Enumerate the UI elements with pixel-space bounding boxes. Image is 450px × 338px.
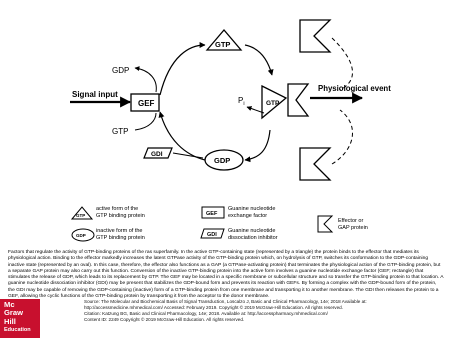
gdp-top-label: GDP bbox=[112, 66, 130, 75]
legend-gef-text: GEF bbox=[206, 211, 218, 217]
legend-gtp-desc2: GTP binding protein bbox=[96, 213, 145, 219]
gtp-cycle-label: GTP bbox=[266, 100, 280, 107]
effector-symbol-cycle bbox=[288, 84, 308, 116]
legend-gdi-desc2: dissociation inhibitor bbox=[228, 235, 278, 241]
effector-dashed-link-bottom bbox=[332, 110, 352, 164]
effector-dashed-link-top bbox=[332, 38, 352, 90]
legend-gtp-desc1: active form of the bbox=[96, 206, 139, 212]
legend-gdp-text: GDP bbox=[76, 233, 86, 238]
gtp-top-label: GTP bbox=[215, 40, 231, 49]
mcgraw-hill-logo bbox=[0, 299, 40, 338]
source-line-1: Source: The Molecular and Biochemical Basis of Signal Transduction, Loscalzo J, Basic and Clinical Pharmacology, 14e; 2018 Available at: bbox=[84, 299, 367, 304]
legend-gef-desc1: Guanine nucleotide bbox=[228, 206, 276, 212]
gtp-left-label: GTP bbox=[112, 127, 129, 136]
source-line-2: http://accessmedicine.mhmedical.com/ Accessed: February 2019. Copyright © 2019 McGraw-Hill Education. All rights reserved. bbox=[84, 305, 343, 310]
physiological-event-label: Physiological event bbox=[318, 84, 391, 93]
gtp-enter-arrow bbox=[135, 113, 156, 130]
logo-line-2: Graw bbox=[4, 308, 23, 318]
legend-gef-desc2: exchange factor bbox=[228, 213, 268, 219]
legend-gdi-text: GDI bbox=[207, 232, 217, 238]
gdp-bottom-label: GDP bbox=[214, 156, 231, 165]
signal-input-label: Signal input bbox=[72, 90, 118, 99]
legend-effector-desc2: GAP protein bbox=[338, 225, 368, 231]
caption-text: Factors that regulate the activity of GTP-binding proteins of the ras superfamily. In the active GTP-containing state (represented by a triangle) the protein binds to the effector that mediates its physiological action. Binding to the effector markedly increases the latent GTPase activity of the GTP-binding protein which, on hydrolysis of GTP, switches its conformation to the GDP-containing inactive state (represented by an oval). In this case, therefore, the effector also functions as a GAP (a GTPase-activating protein) that terminates the physiological action of the GTP-binding protein, but a separate GAP protein may also carry out this function. Conversion of the inactive GTP-binding protein into the active form involves a guanine nucleotide exchange factor (GEF; rectangle) that stimulates the release of GDP, which leads to its replacement by GTP. The GEF may be located in a specific membrane or subcellular structure and so transfer the GTP-binding protein to that location. A guanine nucleotide dissociation inhibitor (GDI) may be present that stabilizes the GDP-bound form and prevents its reaction with GEFs. By forming a complex with the GDP-bound form of the protein, the GDI may be capable of removing the GDP-containing (inactive) form of a GTP-binding protein from one membrane and transporting it to another membrane. The GDI then releases the protein to a GEF, allowing the cyclic functions of the GTP-binding protein by transporting it from the acceptor to the donor membrane. bbox=[8, 250, 444, 300]
effector-symbol-bottom bbox=[300, 148, 330, 180]
pi-label: $P_i$ bbox=[238, 96, 245, 107]
effector-symbol-top bbox=[300, 20, 330, 52]
gdi-binding-line bbox=[173, 153, 203, 158]
legend bbox=[72, 206, 368, 241]
legend-gdi-desc1: Guanine nucleotide bbox=[228, 228, 276, 234]
source-line-3: Citation: Katzung BG, Basic and Clinical Pharmacology, 14e; 2018. Available at: http://accesspharmacy.mhmedical.com/ bbox=[84, 311, 328, 316]
legend-effector-symbol bbox=[318, 216, 332, 232]
gdp-release-arrow bbox=[135, 68, 156, 92]
cycle-arc-top-right bbox=[245, 45, 272, 75]
gdi-label: GDI bbox=[151, 151, 163, 158]
logo-line-3: Hill bbox=[4, 316, 16, 326]
legend-gdp-desc2: GTP binding protein bbox=[96, 235, 145, 241]
source-line-4: Content ID: 2249 Copyright © 2019 McGraw-Hill Education. All rights reserved. bbox=[84, 317, 245, 322]
legend-gtp-text: GTP bbox=[76, 213, 86, 218]
gef-label: GEF bbox=[138, 99, 155, 108]
legend-gdp-desc1: inactive form of the bbox=[96, 228, 143, 234]
cycle-arc-top-left bbox=[160, 45, 205, 95]
logo-line-4: Education bbox=[4, 326, 31, 333]
logo-line-1: Mc bbox=[4, 300, 15, 309]
figure-caption bbox=[8, 250, 444, 300]
cycle-arc-bottom-right bbox=[245, 130, 270, 160]
legend-effector-desc1: Effector or bbox=[338, 218, 364, 224]
